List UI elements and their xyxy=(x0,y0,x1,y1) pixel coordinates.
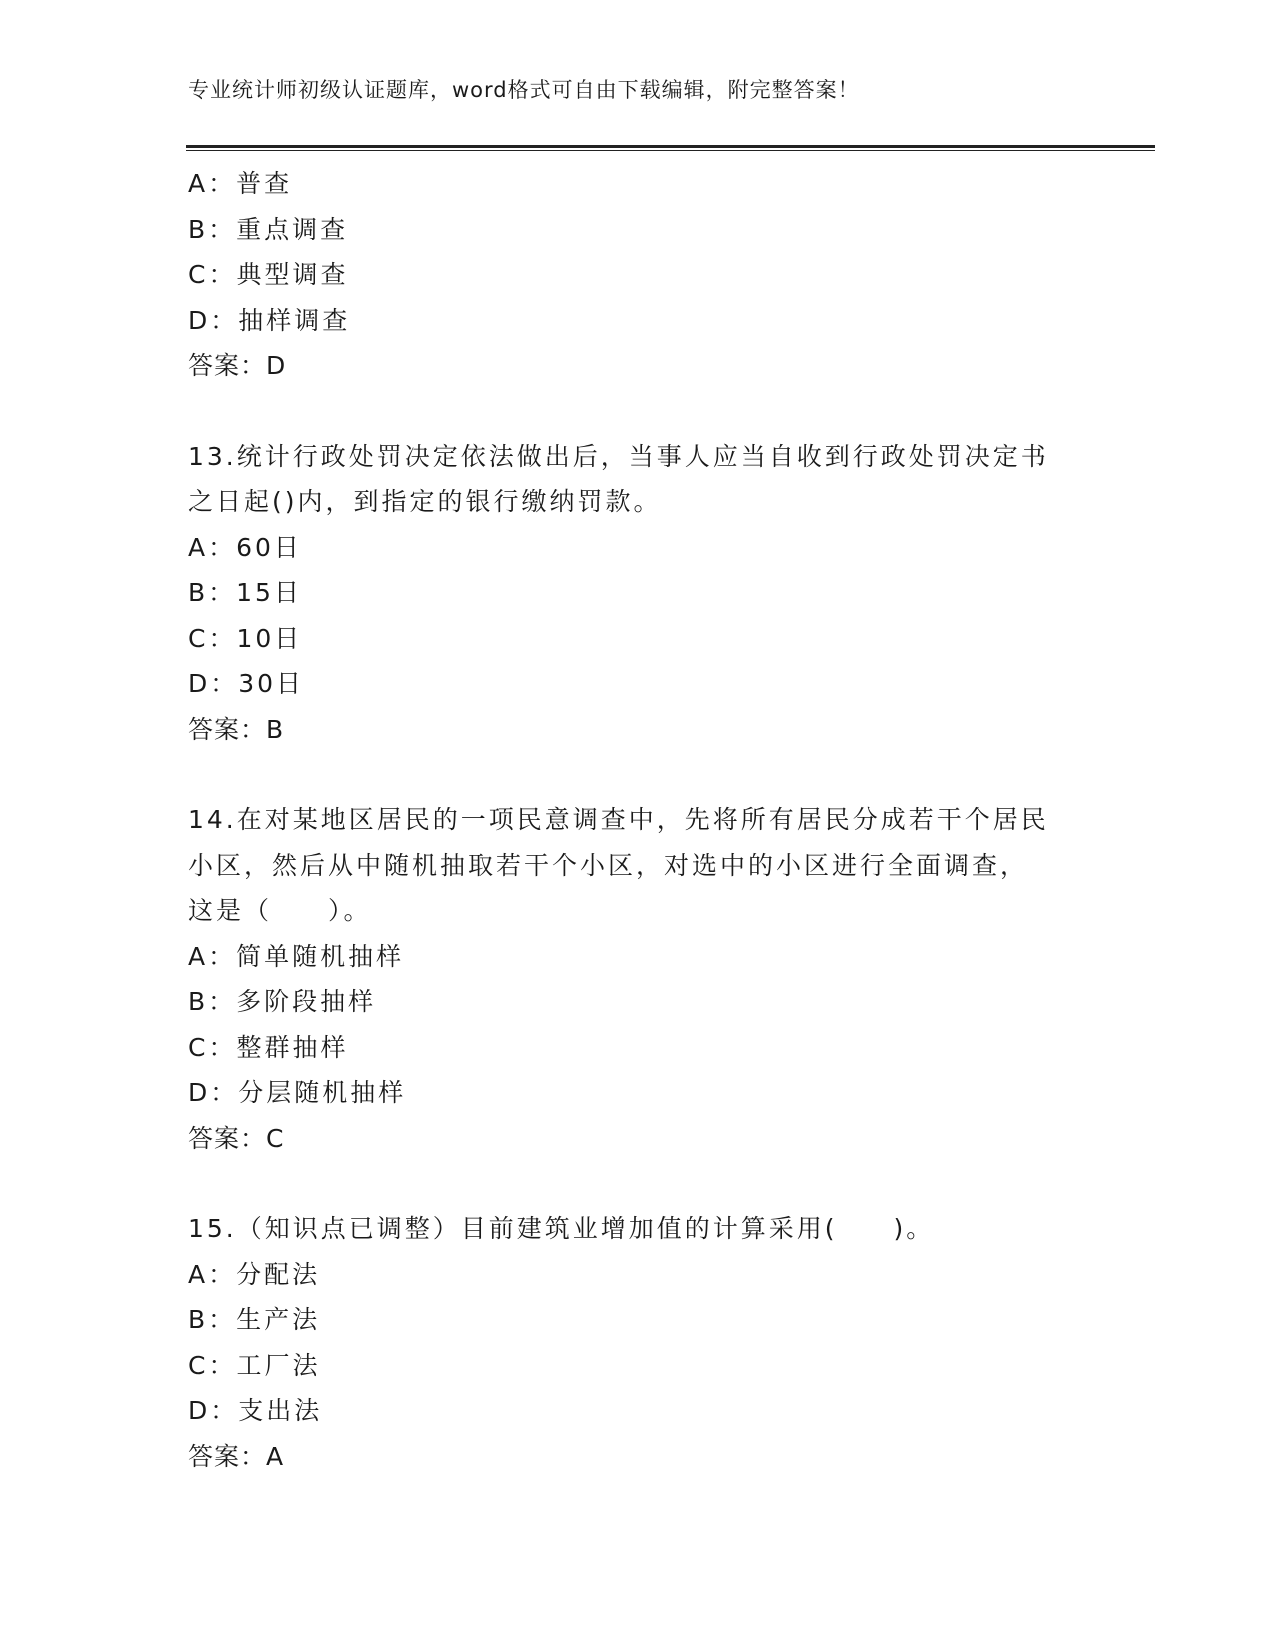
page-header: 专业统计师初级认证题库，word格式可自由下载编辑，附完整答案！ xyxy=(188,78,860,102)
question-stem-line: 13.统计行政处罚决定依法做出后，当事人应当自收到行政处罚决定书 xyxy=(188,441,1049,471)
header-rule-thin xyxy=(186,150,1155,151)
option-c: C：工厂法 xyxy=(188,1350,321,1380)
option-d: D：支出法 xyxy=(188,1396,323,1425)
option-b: B：15日 xyxy=(188,578,302,607)
question-stem-line: 15.（知识点已调整）目前建筑业增加值的计算采用( )。 xyxy=(188,1214,935,1243)
option-d: D：抽样调查 xyxy=(188,305,351,335)
question-block xyxy=(188,1206,1088,1479)
option-a: A：普查 xyxy=(188,169,293,198)
answer-line: 答案：C xyxy=(188,1123,285,1153)
answer-line: 答案：B xyxy=(188,714,285,744)
question-stem-line: 之日起()内，到指定的银行缴纳罚款。 xyxy=(188,487,662,516)
option-c: C：整群抽样 xyxy=(188,1032,349,1062)
question-block xyxy=(188,797,1088,1161)
header-rule-thick xyxy=(186,145,1155,148)
option-d: D：30日 xyxy=(188,669,305,698)
question-stem-line: 14.在对某地区居民的一项民意调查中，先将所有居民分成若干个居民 xyxy=(188,805,1049,834)
question-block xyxy=(188,161,1088,389)
option-b: B：多阶段抽样 xyxy=(188,987,377,1016)
answer-line: 答案：A xyxy=(188,1441,285,1471)
option-a: A：60日 xyxy=(188,532,302,562)
option-b: B：重点调查 xyxy=(188,214,349,244)
option-a: A：简单随机抽样 xyxy=(188,941,405,971)
question-list xyxy=(188,161,1088,1479)
question-stem-line: 这是（ ）。 xyxy=(188,896,372,925)
question-block xyxy=(188,434,1088,753)
option-c: C：典型调查 xyxy=(188,260,349,289)
option-b: B：生产法 xyxy=(188,1305,321,1334)
option-c: C：10日 xyxy=(188,623,303,653)
option-a: A：分配法 xyxy=(188,1259,321,1289)
question-stem-line: 小区，然后从中随机抽取若干个小区，对选中的小区进行全面调查， xyxy=(188,850,1029,880)
answer-line: 答案：D xyxy=(188,351,287,380)
option-d: D：分层随机抽样 xyxy=(188,1078,407,1107)
